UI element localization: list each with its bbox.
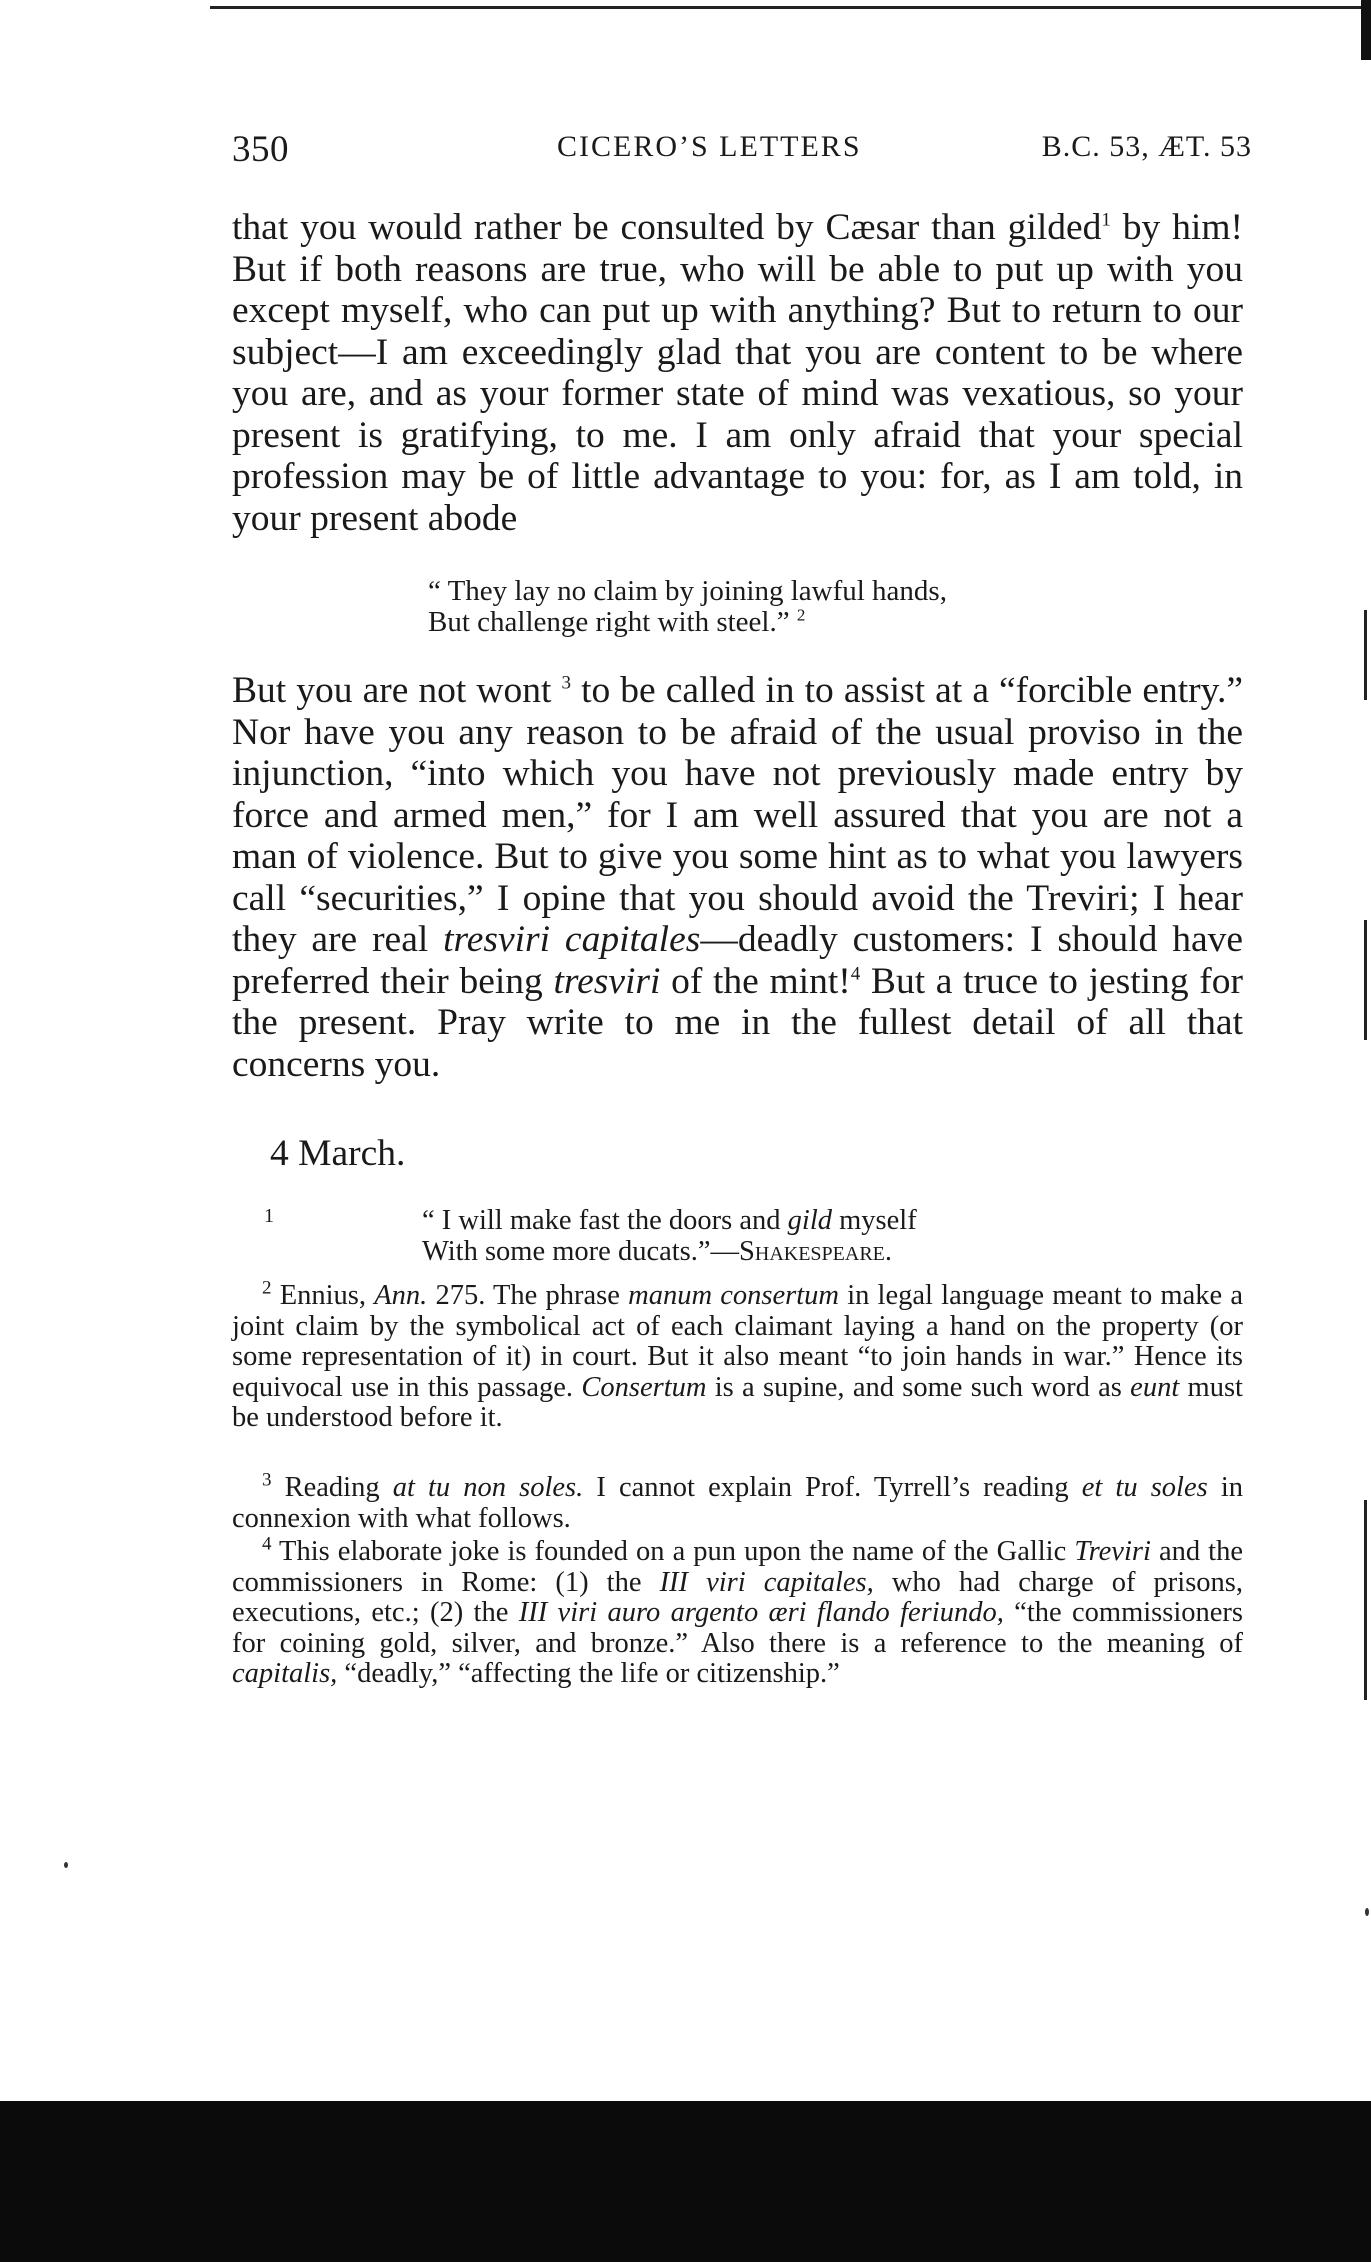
footnote-1-line-1 — [422, 1205, 917, 1236]
text: “deadly,” “affecting the life or citizenship.” — [337, 1658, 840, 1689]
footnote-number: 4 — [262, 1533, 272, 1555]
italic-text: capitalis, — [232, 1658, 338, 1689]
footnote-paragraph — [232, 1277, 1243, 1434]
text: in legal language meant to make a joint claim by the symbolical act of each claimant laying a hand on the property (or some representation of it) in court. But it also meant “to join hands in war.” Hence its equivocal use in this passage. — [232, 1280, 1243, 1403]
main-paragraph-2 — [232, 670, 1243, 1085]
italic-text: Consertum — [581, 1371, 707, 1403]
text: Reading — [271, 1472, 393, 1503]
text: of the mint! — [660, 960, 851, 1002]
footnote-1-line-2 — [422, 1236, 917, 1267]
text: I cannot explain Prof. Tyrrell’s reading — [583, 1472, 1082, 1503]
quoted-verse — [428, 576, 947, 638]
page-number: 350 — [232, 129, 289, 170]
text: But challenge right with steel.” — [428, 606, 790, 638]
italic-text: III viri capitales, — [659, 1566, 874, 1598]
italic-text: Ann. — [374, 1280, 428, 1311]
text: But a truce to jesting for the present. Pray write to me in the fullest detail of all that concerns you. — [232, 960, 1243, 1085]
text: myself — [832, 1205, 917, 1236]
footnote-ref-2[interactable]: 2 — [796, 605, 806, 625]
footnote-1-number: 1 — [264, 1205, 274, 1227]
italic-text: gild — [787, 1205, 832, 1236]
text: 275. The phrase — [427, 1280, 629, 1311]
italic-text: et tu soles — [1081, 1472, 1208, 1503]
text: to be called in to assist at a “forcible entry.” Nor have you any reason to be afraid of the usual proviso in the injunction, “into which you have not previously made entry by force and armed men,” for I am well assured that you are not a man of violence. But to give you some hint as to what you lawyers call “securities,” I opine that you should avoid the Treviri; I hear they are real — [232, 670, 1243, 960]
text: must be understood before it. — [232, 1371, 1243, 1433]
italic-text: tresviri — [553, 960, 661, 1002]
footnote-ref-4[interactable]: 4 — [850, 963, 861, 984]
text: is a supine, and some such word as — [706, 1371, 1131, 1403]
date-reference: B.C. 53, ÆT. 53 — [1041, 130, 1252, 163]
paragraph — [232, 207, 1243, 539]
footnote-1 — [422, 1205, 917, 1267]
scan-speck — [1365, 1908, 1369, 1916]
footnote-2 — [232, 1277, 1243, 1434]
running-title: CICERO’S LETTERS — [557, 130, 862, 163]
footnote-paragraph — [232, 1533, 1243, 1690]
main-paragraph-1 — [232, 207, 1243, 539]
margin-mark — [1364, 610, 1367, 700]
margin-mark — [1364, 920, 1367, 1040]
text: “ I will make fast the doors and — [422, 1205, 788, 1236]
scan-bottom-band — [0, 2101, 1371, 2262]
verse-line-1: “ They lay no claim by joining lawful hands, — [428, 575, 947, 607]
footnote-ref-1[interactable]: 1 — [1101, 209, 1111, 231]
italic-text: Treviri — [1074, 1536, 1151, 1567]
text: —deadly customers: I should have preferred their being — [232, 919, 1243, 1002]
text: Ennius, — [271, 1280, 375, 1311]
paragraph — [232, 670, 1243, 1085]
page-header — [232, 128, 1252, 178]
footnote-paragraph — [232, 1469, 1243, 1534]
letter-date: 4 March. — [270, 1133, 406, 1174]
margin-mark — [1364, 1500, 1367, 1700]
footnote-4 — [232, 1533, 1243, 1690]
text: and the commissioners in Rome: (1) the — [232, 1536, 1243, 1598]
italic-text: manum consertum — [628, 1280, 839, 1311]
text: who had charge of prisons, executions, etc.; (2) the — [232, 1566, 1243, 1628]
italic-text: eunt — [1130, 1371, 1180, 1403]
text: This elaborate joke is founded on a pun upon the name of the Gallic — [271, 1536, 1075, 1567]
text: that you would rather be consulted by Cæsar than gilded — [232, 207, 1102, 248]
text: But you are not wont — [232, 670, 552, 711]
scan-speck — [64, 1862, 68, 1868]
small-caps-text: Shakespeare. — [739, 1236, 893, 1267]
footnote-ref-3[interactable]: 3 — [561, 672, 571, 694]
text: in connexion with what follows. — [232, 1472, 1243, 1534]
page-edge-shadow — [1361, 0, 1371, 60]
verse-line-2 — [428, 607, 947, 638]
text: by him! But if both reasons are true, who will be able to put up with you except myself, who can put up with anything? But to return to our subject—I am exceedingly glad that you are content to be where you are, and as your former state of mind was vexatious, so your present is gratifying, to me. I am only afraid that your special profession may be of little advantage to you: for, as I am told, in your present abode — [232, 207, 1244, 539]
footnote-number: 2 — [262, 1277, 272, 1299]
italic-text: III viri auro argento æri flando feriundo, — [518, 1597, 1004, 1628]
top-rule — [210, 6, 1370, 9]
italic-text: tresviri capitales — [443, 919, 701, 960]
footnote-3 — [232, 1469, 1243, 1534]
italic-text: at tu non soles. — [392, 1472, 584, 1503]
text: With some more ducats.”— — [422, 1236, 740, 1267]
text: “the commissioners for coining gold, silver, and bronze.” Also there is a reference to the meaning of — [232, 1597, 1243, 1659]
footnote-number: 3 — [262, 1469, 272, 1491]
